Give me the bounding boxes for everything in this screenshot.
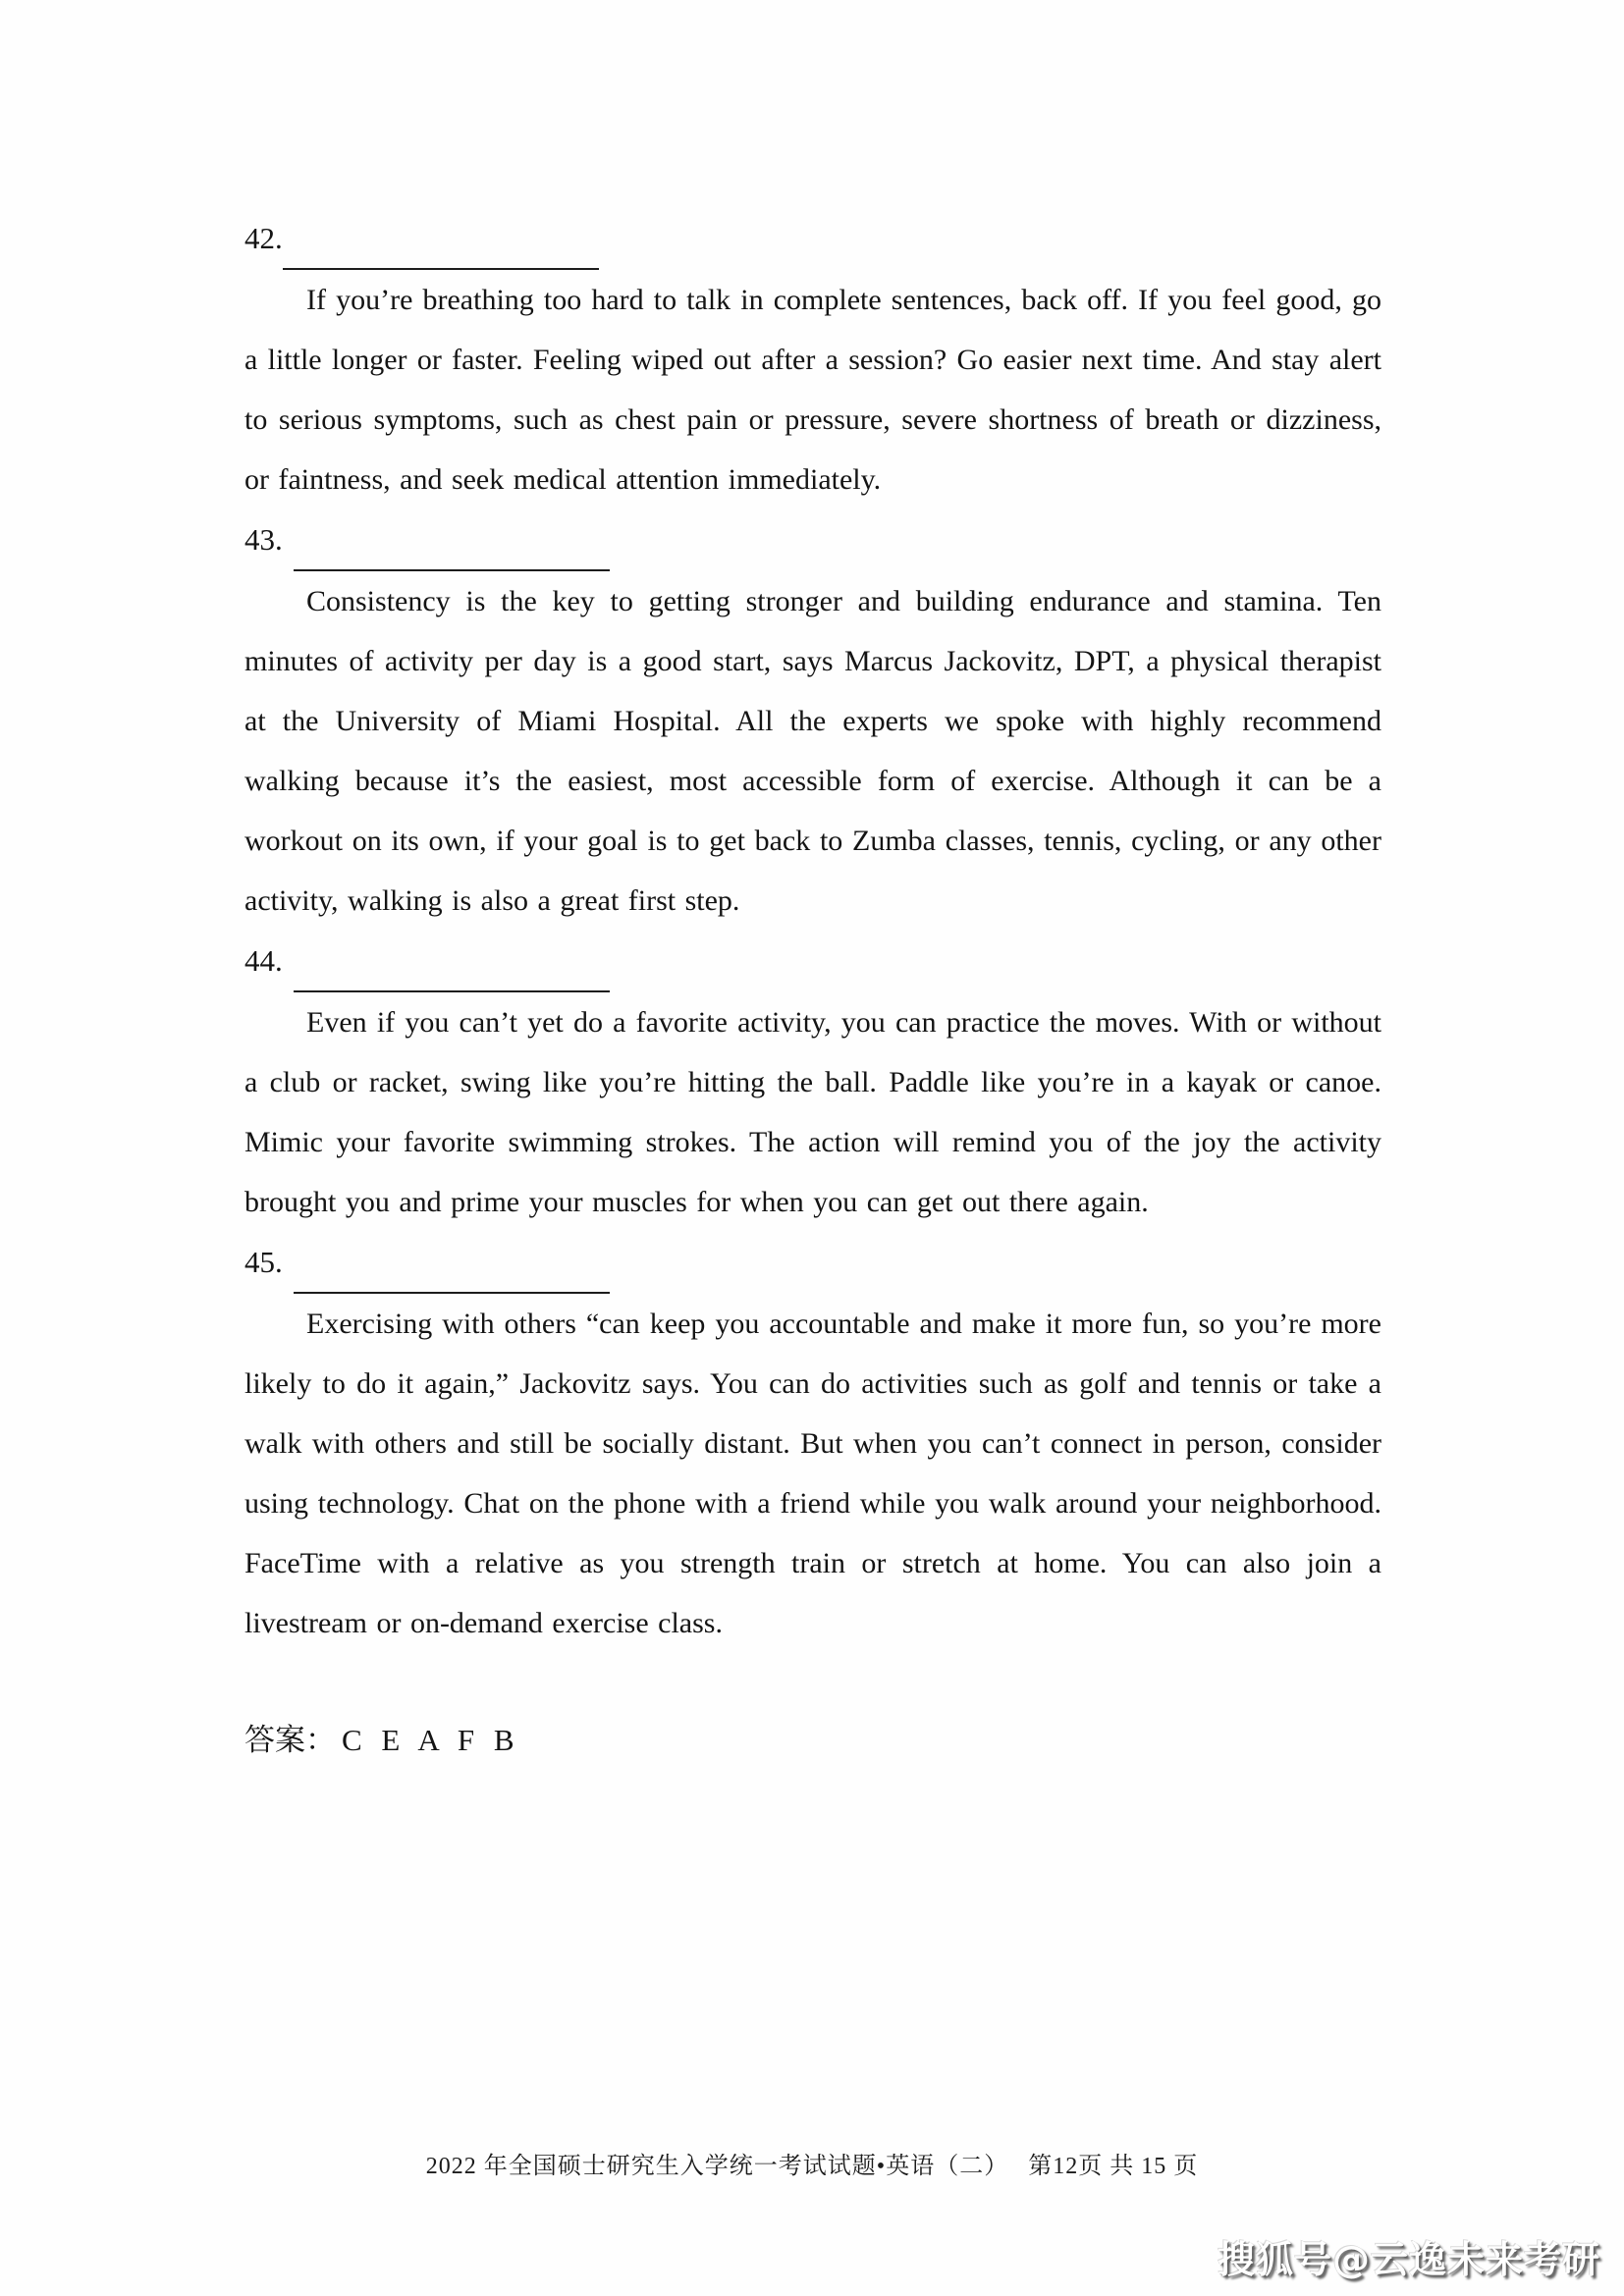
item-paragraph: Exercising with others “can keep you accountable and make it more fun, so you’re more likely to do it again,” Jackovitz says. You can do activities such as golf and tennis or take a walk with others and still be socially distant. But when you can’t connect in person, consider using technology. Chat on the phone with a friend while you walk around your neighborhood. FaceTime with a relative as you strength train or stretch at home. You can also join a livestream or on-demand exercise class.	[244, 1308, 1381, 1639]
answer-label: 答案：	[244, 1723, 336, 1757]
item-number-row	[244, 1232, 1381, 1294]
item-paragraph: Consistency is the key to getting stronger and building endurance and stamina. Ten minutes of activity per day is a good start, says Marcus Jackovitz, DPT, a physical therapist at the University of Miami Hospital. All the experts we spoke with highly recommend walking because it’s the easiest, most accessible form of exercise. Although it can be a workout on its own, if your goal is to get back to Zumba classes, tennis, cycling, or any other activity, walking is also a great first step.	[244, 585, 1381, 917]
item-number: 42.	[244, 221, 283, 255]
item-paragraph: Even if you can’t yet do a favorite activity, you can practice the moves. With or without a club or racket, swing like you’re hitting the ball. Paddle like you’re in a kayak or canoe. Mimic your favorite swimming strokes. The action will remind you of the joy the activity brought you and prime your muscles for when you can get out there again.	[244, 1006, 1381, 1218]
item-number: 45.	[244, 1245, 283, 1279]
watermark: 搜狐号@云逸未来考研	[1217, 2238, 1600, 2281]
answer-blank-line	[294, 509, 610, 571]
item-paragraph: If you’re breathing too hard to talk in complete sentences, back off. If you feel good, go a little longer or faster. Feeling wiped out after a session? Go easier next time. And stay alert to serious symptoms, such as chest pain or pressure, severe shortness of breath or dizziness, or faintness, and seek medical attention immediately.	[244, 284, 1381, 496]
answer-blank-line	[294, 1232, 610, 1294]
question-item	[244, 509, 1381, 931]
item-number: 43.	[244, 522, 283, 557]
answer-value: C E A F B	[342, 1723, 520, 1757]
item-number-row	[244, 208, 1381, 270]
answer-line	[244, 1710, 1381, 1770]
page-footer: 2022 年全国硕士研究生入学统一考试试题•英语（二） 第12页 共 15 页	[425, 2154, 1199, 2179]
question-item	[244, 931, 1381, 1232]
answer-blank-line	[294, 931, 610, 992]
answer-blank-line	[283, 208, 599, 270]
question-item	[244, 208, 1381, 509]
item-number-row	[244, 509, 1381, 571]
item-number: 44.	[244, 943, 283, 978]
item-number-row	[244, 931, 1381, 992]
question-item	[244, 1232, 1381, 1653]
items	[244, 208, 1381, 1770]
